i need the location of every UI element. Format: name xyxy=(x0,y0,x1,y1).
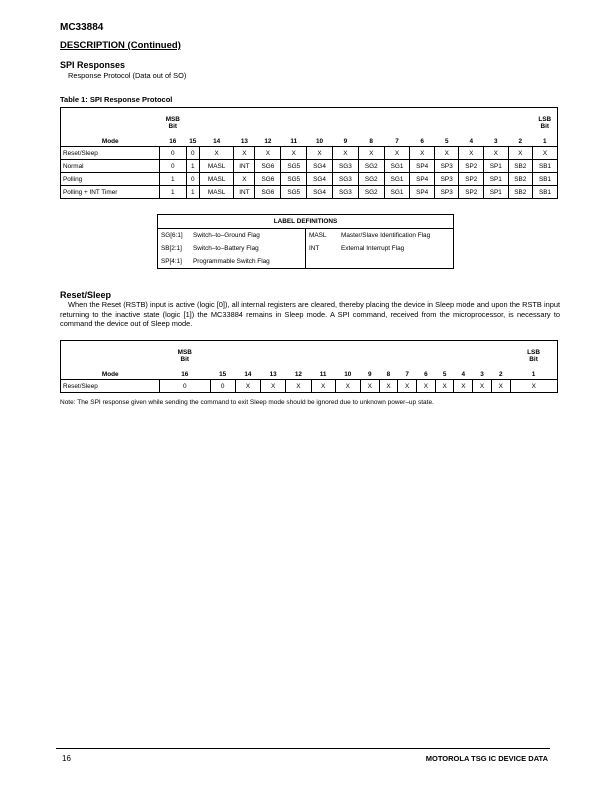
bit-header xyxy=(459,108,484,147)
bit-number: 4 xyxy=(461,371,466,378)
bit-cell: SP1 xyxy=(484,173,509,186)
bit-cell: 0 xyxy=(186,173,199,186)
bit-header xyxy=(255,108,281,147)
bit-header xyxy=(398,341,417,380)
bit-label: Bit xyxy=(168,123,178,130)
bit-cell: X xyxy=(398,380,417,393)
bit-cell: X xyxy=(234,147,255,160)
bit-number: 14 xyxy=(213,138,221,145)
bit-number: 5 xyxy=(442,371,447,378)
table2-note: Note: The SPI response given while sending the command to exit Sleep mode should be ignored due to unknown power–up state. xyxy=(60,399,434,406)
definition-row xyxy=(158,255,454,269)
bit-cell: SP4 xyxy=(410,186,435,199)
bit-cell: 1 xyxy=(186,186,199,199)
bit-number: 8 xyxy=(369,138,373,145)
bit-header xyxy=(358,108,384,147)
bit-cell: X xyxy=(459,147,484,160)
bit-header xyxy=(435,341,454,380)
bit-cell: SG2 xyxy=(358,186,384,199)
def-desc: Master/Slave Identification Flag xyxy=(341,232,431,239)
defs-title: LABEL DEFINITIONS xyxy=(158,215,454,229)
bit-header xyxy=(234,108,255,147)
mode-cell: Reset/Sleep xyxy=(61,147,160,160)
def-desc: Switch–to–Battery Flag xyxy=(193,245,259,252)
bit-cell: X xyxy=(510,380,557,393)
definition-row xyxy=(158,229,454,243)
bit-header xyxy=(235,341,260,380)
bit-cell: X xyxy=(199,147,233,160)
table-row xyxy=(61,380,558,393)
bit-cell: X xyxy=(234,173,255,186)
bit-cell: SP3 xyxy=(434,173,459,186)
bit-cell: X xyxy=(379,380,398,393)
bit-cell: X xyxy=(261,380,286,393)
mode-cell: Polling + INT Timer xyxy=(61,186,160,199)
def-desc: Switch–to–Ground Flag xyxy=(193,232,260,239)
bit-header xyxy=(332,108,358,147)
def-code: INT xyxy=(309,245,320,252)
bit-cell: SG5 xyxy=(281,160,307,173)
bit-cell: SB2 xyxy=(508,173,533,186)
bit-number: 9 xyxy=(343,138,348,145)
bit-cell: SP2 xyxy=(459,160,484,173)
bit-cell: 0 xyxy=(186,147,199,160)
bit-cell: SP4 xyxy=(410,173,435,186)
mode-header: Mode xyxy=(101,138,119,145)
bit-header xyxy=(510,341,557,380)
bit-header xyxy=(454,341,473,380)
def-desc: Programmable Switch Flag xyxy=(193,258,270,265)
bit-number: 13 xyxy=(269,371,277,378)
table-row xyxy=(61,186,558,199)
bit-header xyxy=(199,108,233,147)
bit-cell: X xyxy=(281,147,307,160)
header-row xyxy=(61,108,558,147)
bit-header xyxy=(335,341,360,380)
bit-cell: SP2 xyxy=(459,173,484,186)
bit-number: 10 xyxy=(344,371,352,378)
bit-cell: SG4 xyxy=(307,186,333,199)
def-code: SP[4:1] xyxy=(161,258,182,265)
bit-number: 3 xyxy=(493,138,498,145)
bit-cell: X xyxy=(484,147,509,160)
spi-response-table xyxy=(60,107,558,199)
bit-cell: X xyxy=(255,147,281,160)
bit-cell: SG1 xyxy=(384,160,410,173)
bit-cell: SP4 xyxy=(410,160,435,173)
bit-cell: 0 xyxy=(160,147,187,160)
bit-header xyxy=(281,108,307,147)
bit-header xyxy=(307,108,333,147)
part-number: MC33884 xyxy=(60,22,104,33)
bit-number: 16 xyxy=(169,138,177,145)
bit-cell: SP2 xyxy=(459,186,484,199)
mode-cell: Polling xyxy=(61,173,160,186)
reset-title: Reset/Sleep xyxy=(60,290,112,300)
bit-header xyxy=(311,341,335,380)
bit-cell: SG1 xyxy=(384,186,410,199)
bit-cell: MASL xyxy=(199,186,233,199)
spi-subtitle: Response Protocol (Data out of SO) xyxy=(68,71,187,80)
bit-header xyxy=(484,108,509,147)
bit-number: 7 xyxy=(405,371,409,378)
bit-cell: X xyxy=(286,380,311,393)
bit-header xyxy=(508,108,533,147)
bit-cell: X xyxy=(311,380,335,393)
msb-label: MSB xyxy=(165,116,180,123)
bit-cell: X xyxy=(533,147,558,160)
bit-number: 11 xyxy=(290,138,298,145)
bit-label: Bit xyxy=(540,123,550,130)
bit-cell: X xyxy=(410,147,435,160)
bit-cell: SG4 xyxy=(307,160,333,173)
bit-number: 15 xyxy=(219,371,227,378)
bit-cell: INT xyxy=(234,160,255,173)
bit-number: 4 xyxy=(469,138,474,145)
bit-cell: X xyxy=(358,147,384,160)
bit-number: 16 xyxy=(181,371,189,378)
label-definitions-table xyxy=(157,214,454,269)
bit-cell: 0 xyxy=(160,380,211,393)
bit-cell: SB1 xyxy=(533,186,558,199)
spi-title: SPI Responses xyxy=(60,60,126,70)
bit-cell: 1 xyxy=(160,173,187,186)
bit-cell: SG4 xyxy=(307,173,333,186)
table-row xyxy=(61,173,558,186)
bit-header xyxy=(360,341,379,380)
section-title: DESCRIPTION (Continued) xyxy=(60,40,181,51)
bit-header xyxy=(491,341,510,380)
bit-header xyxy=(379,341,398,380)
bit-number: 2 xyxy=(498,371,503,378)
definition-row xyxy=(158,242,454,255)
table1-caption: Table 1: SPI Response Protocol xyxy=(60,95,173,104)
bit-cell: X xyxy=(417,380,436,393)
bit-header xyxy=(186,108,199,147)
bit-cell: SB2 xyxy=(508,186,533,199)
mode-cell: Reset/Sleep xyxy=(61,380,160,393)
bit-cell: SG5 xyxy=(281,173,307,186)
bit-cell: SG2 xyxy=(358,173,384,186)
bit-cell: SG6 xyxy=(255,173,281,186)
bit-cell: SG5 xyxy=(281,186,307,199)
bit-number: 7 xyxy=(395,138,399,145)
table-row xyxy=(61,160,558,173)
bit-label: Bit xyxy=(529,356,538,363)
bit-cell: SG3 xyxy=(332,173,358,186)
def-desc: External Interrupt Flag xyxy=(341,245,405,252)
footer-rule xyxy=(56,748,550,749)
bit-header xyxy=(384,108,410,147)
bit-header xyxy=(210,341,235,380)
bit-cell: SB1 xyxy=(533,160,558,173)
bit-header xyxy=(286,341,311,380)
bit-number: 12 xyxy=(264,138,272,145)
bit-label: Bit xyxy=(180,356,190,363)
bit-cell: X xyxy=(235,380,260,393)
bit-cell: 1 xyxy=(160,186,187,199)
page-number: 16 xyxy=(62,754,71,763)
bit-cell: SG3 xyxy=(332,186,358,199)
bit-cell: SG2 xyxy=(358,160,384,173)
bit-cell: X xyxy=(434,147,459,160)
bit-number: 2 xyxy=(518,138,523,145)
bit-number: 1 xyxy=(542,138,547,145)
bit-cell: SP1 xyxy=(484,186,509,199)
bit-cell: X xyxy=(360,380,379,393)
bit-cell: SB1 xyxy=(533,173,558,186)
bit-number: 12 xyxy=(294,371,302,378)
bit-cell: X xyxy=(335,380,360,393)
bit-cell: X xyxy=(491,380,510,393)
mode-cell: Normal xyxy=(61,160,160,173)
bit-cell: INT xyxy=(234,186,255,199)
bit-cell: 0 xyxy=(210,380,235,393)
bit-cell: SP1 xyxy=(484,160,509,173)
bit-number: 8 xyxy=(386,371,391,378)
bit-cell: X xyxy=(473,380,492,393)
bit-header xyxy=(160,341,211,380)
lsb-label: LSB xyxy=(527,349,540,356)
bit-cell: SG1 xyxy=(384,173,410,186)
bit-number: 6 xyxy=(420,138,424,145)
bit-header xyxy=(261,341,286,380)
bit-header xyxy=(434,108,459,147)
def-code: MASL xyxy=(309,232,327,239)
bit-header xyxy=(417,341,436,380)
msb-label: MSB xyxy=(177,349,192,356)
bit-cell: MASL xyxy=(199,173,233,186)
reset-paragraph: When the Reset (RSTB) input is active (logic [0]), all internal registers are cleared, thereby placing the device in Sleep mode and upon the RSTB input returning to the inactive state (logic [1]) the MC33884 remains in Sleep mode. A SPI command, received from the microprocessor, is necessary to command the device out of Sleep mode. xyxy=(60,300,560,329)
bit-number: 5 xyxy=(444,138,449,145)
bit-header xyxy=(160,108,187,147)
bit-cell: X xyxy=(307,147,333,160)
bit-cell: X xyxy=(508,147,533,160)
bit-cell: X xyxy=(454,380,473,393)
bit-cell: 1 xyxy=(186,160,199,173)
def-code: SB[2:1] xyxy=(161,245,182,252)
bit-cell: 0 xyxy=(160,160,187,173)
bit-cell: SG6 xyxy=(255,160,281,173)
bit-cell: SB2 xyxy=(508,160,533,173)
bit-number: 1 xyxy=(531,371,536,378)
def-code: SG[6:1] xyxy=(161,232,183,239)
bit-number: 11 xyxy=(319,371,327,378)
bit-number: 6 xyxy=(424,371,428,378)
bit-number: 15 xyxy=(189,138,197,145)
bit-cell: MASL xyxy=(199,160,233,173)
bit-cell: SG3 xyxy=(332,160,358,173)
bit-cell: SP3 xyxy=(434,160,459,173)
footer-text: MOTOROLA TSG IC DEVICE DATA xyxy=(425,754,548,763)
reset-sleep-table xyxy=(60,340,558,393)
bit-cell: SP3 xyxy=(434,186,459,199)
bit-number: 14 xyxy=(244,371,252,378)
bit-number: 9 xyxy=(367,371,372,378)
bit-header xyxy=(410,108,435,147)
bit-header xyxy=(533,108,558,147)
mode-header: Mode xyxy=(101,371,119,378)
bit-cell: SG6 xyxy=(255,186,281,199)
bit-cell: X xyxy=(384,147,410,160)
bit-header xyxy=(473,341,492,380)
bit-cell: X xyxy=(435,380,454,393)
header-row xyxy=(61,341,558,380)
lsb-label: LSB xyxy=(538,116,552,123)
bit-number: 3 xyxy=(480,371,484,378)
bit-number: 10 xyxy=(316,138,324,145)
table-row xyxy=(61,147,558,160)
bit-number: 13 xyxy=(240,138,248,145)
bit-cell: X xyxy=(332,147,358,160)
